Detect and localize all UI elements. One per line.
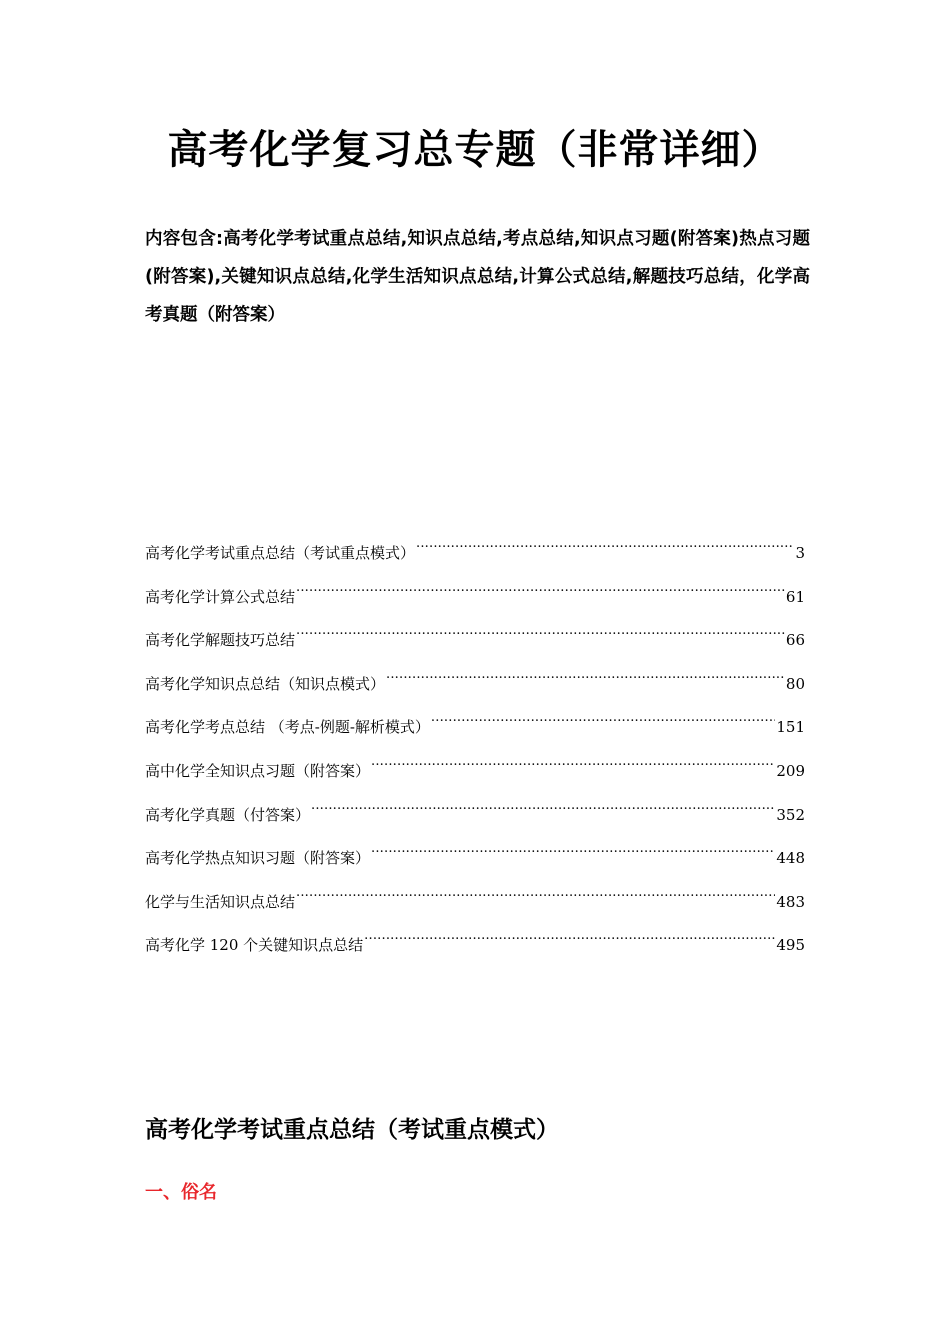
document-intro: 内容包含:高考化学考试重点总结,知识点总结,考点总结,知识点习题(附答案)热点习题(附答案),关键知识点总结,化学生活知识点总结,计算公式总结,解题技巧总结，化学高考真题（附答案） xyxy=(145,229,810,325)
toc-entry[interactable] xyxy=(145,792,805,836)
toc-entry-page: 151 xyxy=(776,718,805,737)
section-subheading: 一、俗名 xyxy=(145,1182,217,1203)
toc-leader-dots xyxy=(371,748,775,776)
toc-entry-page: 80 xyxy=(785,674,805,693)
toc-entry-label: 高考化学解题技巧总结 xyxy=(145,631,296,650)
toc-entry[interactable] xyxy=(145,661,805,705)
toc-entry-label: 高考化学知识点总结（知识点模式） xyxy=(145,674,386,693)
toc-entry-label: 高考化学计算公式总结 xyxy=(145,587,296,606)
toc-entry-page: 209 xyxy=(776,761,805,780)
toc-entry[interactable] xyxy=(145,922,805,966)
toc-entry-label: 高考化学真题（付答案） xyxy=(145,805,311,824)
toc-entry-label: 高中化学全知识点习题（附答案） xyxy=(145,761,371,780)
toc-entry-page: 448 xyxy=(776,849,805,868)
document-title: 高考化学复习总专题（非常详细） xyxy=(167,127,783,173)
toc-leader-dots xyxy=(431,704,775,732)
toc-leader-dots xyxy=(296,574,785,602)
section-heading: 高考化学考试重点总结（考试重点模式） xyxy=(145,1117,559,1143)
toc-entry-label: 高考化学 120 个关键知识点总结 xyxy=(145,936,364,955)
toc-entry[interactable] xyxy=(145,530,805,574)
toc-entry-label: 高考化学考点总结 （考点-例题-解析模式） xyxy=(145,718,430,737)
toc-leader-dots xyxy=(371,835,775,863)
toc-entry-page: 61 xyxy=(785,587,805,606)
toc-entry[interactable] xyxy=(145,574,805,618)
toc-leader-dots xyxy=(386,661,785,689)
toc-entry[interactable] xyxy=(145,879,805,923)
table-of-contents xyxy=(145,530,805,966)
toc-entry[interactable] xyxy=(145,748,805,792)
toc-entry[interactable] xyxy=(145,835,805,879)
toc-entry-page: 483 xyxy=(776,892,805,911)
toc-entry[interactable] xyxy=(145,617,805,661)
toc-entry-page: 352 xyxy=(776,805,805,824)
toc-entry-label: 高考化学考试重点总结（考试重点模式） xyxy=(145,544,416,562)
toc-entry-label: 化学与生活知识点总结 xyxy=(145,892,296,911)
toc-entry-label: 高考化学热点知识习题（附答案） xyxy=(145,849,371,868)
toc-leader-dots xyxy=(364,922,775,950)
toc-leader-dots xyxy=(296,879,775,907)
toc-entry[interactable] xyxy=(145,704,805,748)
toc-entry-page: 66 xyxy=(785,631,805,650)
toc-leader-dots xyxy=(296,617,785,645)
toc-leader-dots xyxy=(311,792,775,820)
toc-leader-dots xyxy=(416,530,794,558)
toc-entry-page: 495 xyxy=(776,936,805,955)
toc-entry-page: 3 xyxy=(795,544,805,562)
